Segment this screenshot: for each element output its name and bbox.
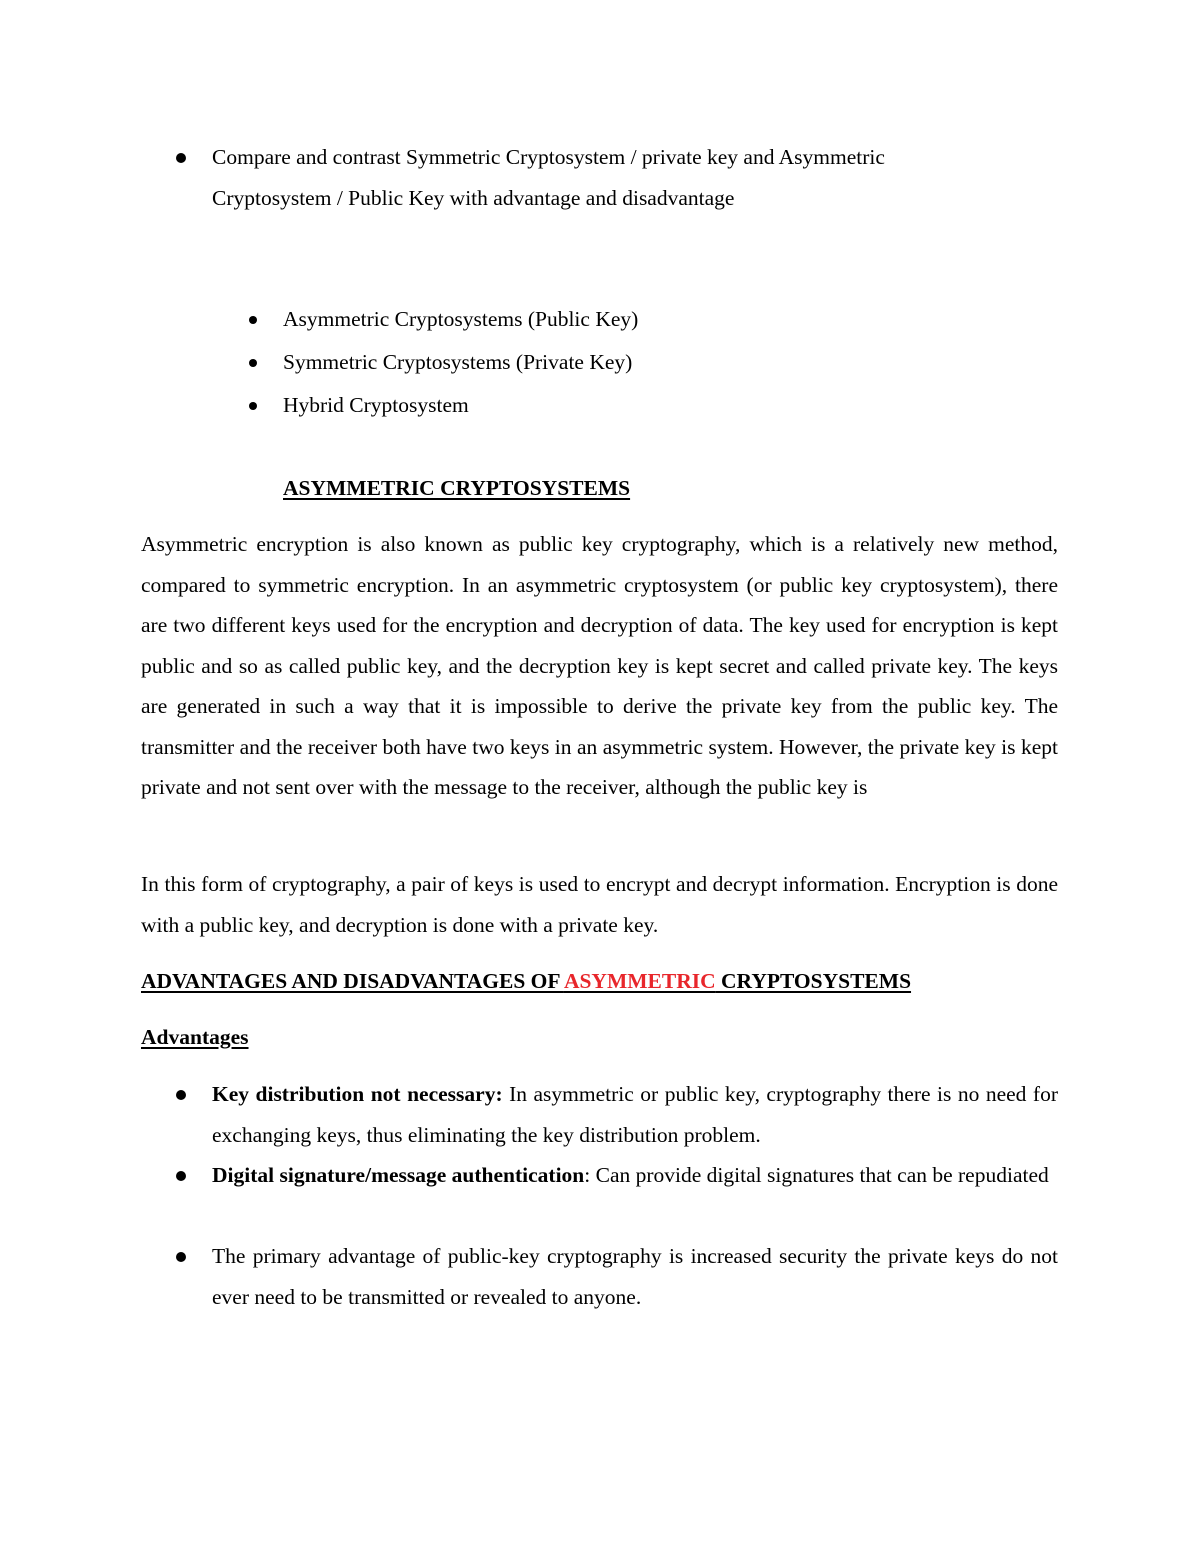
advantage-description: The primary advantage of public-key cryptography is increased security the private keys do not ever need to be transmitted or revealed to anyone. [212,1244,1058,1309]
section-heading-asymmetric: ASYMMETRIC CRYPTOSYSTEMS [283,476,631,500]
topic-item [249,342,849,383]
heading-text-part: CRYPTOSYSTEMS [715,969,912,993]
advantage-description: : Can provide digital signatures that can be repudiated [584,1163,1049,1187]
advantage-item [176,1074,1058,1155]
bullet-icon [176,1090,186,1100]
intro-question-item [176,137,976,218]
advantage-description: In asymmetric or public key, cryptography there is no need for exchanging keys, thus eliminating the key distribution problem. [212,1082,1058,1147]
topic-label: Asymmetric Cryptosystems (Public Key) [283,307,639,331]
section-heading-advantages-disadvantages [141,961,1041,1002]
advantage-term: Key distribution not necessary: [212,1082,503,1106]
advantage-item [176,1155,1058,1196]
bullet-icon [249,316,257,324]
bullet-icon [249,359,257,367]
topic-item [249,385,849,426]
bullet-icon [176,153,186,163]
advantage-item [176,1236,1058,1317]
advantages-subheading: Advantages [141,1025,249,1049]
asymmetric-paragraph-2: In this form of cryptography, a pair of keys is used to encrypt and decrypt information. Encryption is done with a public key, and decryption is done with a private key. [141,872,1058,937]
topic-label: Symmetric Cryptosystems (Private Key) [283,350,633,374]
bullet-icon [249,402,257,410]
advantage-term: Digital signature/message authentication [212,1163,585,1187]
bullet-icon [176,1252,186,1262]
heading-highlight: ASYMMETRIC [563,969,716,993]
asymmetric-paragraph-1: Asymmetric encryption is also known as public key cryptography, which is a relatively new method, compared to symmetric encryption. In an asymmetric cryptosystem (or public key cryptosystem), there are two different keys used for the encryption and decryption of data. The key used for encryption is kept public and so as called public key, and the decryption key is kept secret and called private key. The keys are generated in such a way that it is impossible to derive the private key from the public key. The transmitter and the receiver both have two keys in an asymmetric system. However, the private key is kept private and not sent over with the message to the receiver, although the public key is [141,532,1058,799]
advantage-text [212,1236,1058,1317]
heading-text-part: ADVANTAGES AND DISADVANTAGES OF [141,969,564,993]
bullet-icon [176,1171,186,1181]
advantage-text [212,1155,1058,1196]
advantage-text [212,1074,1058,1155]
topic-item [249,299,849,340]
intro-question-text: Compare and contrast Symmetric Cryptosystem / private key and Asymmetric Cryptosystem / Public Key with advantage and disadvantage [212,145,885,210]
topic-label: Hybrid Cryptosystem [283,393,469,417]
